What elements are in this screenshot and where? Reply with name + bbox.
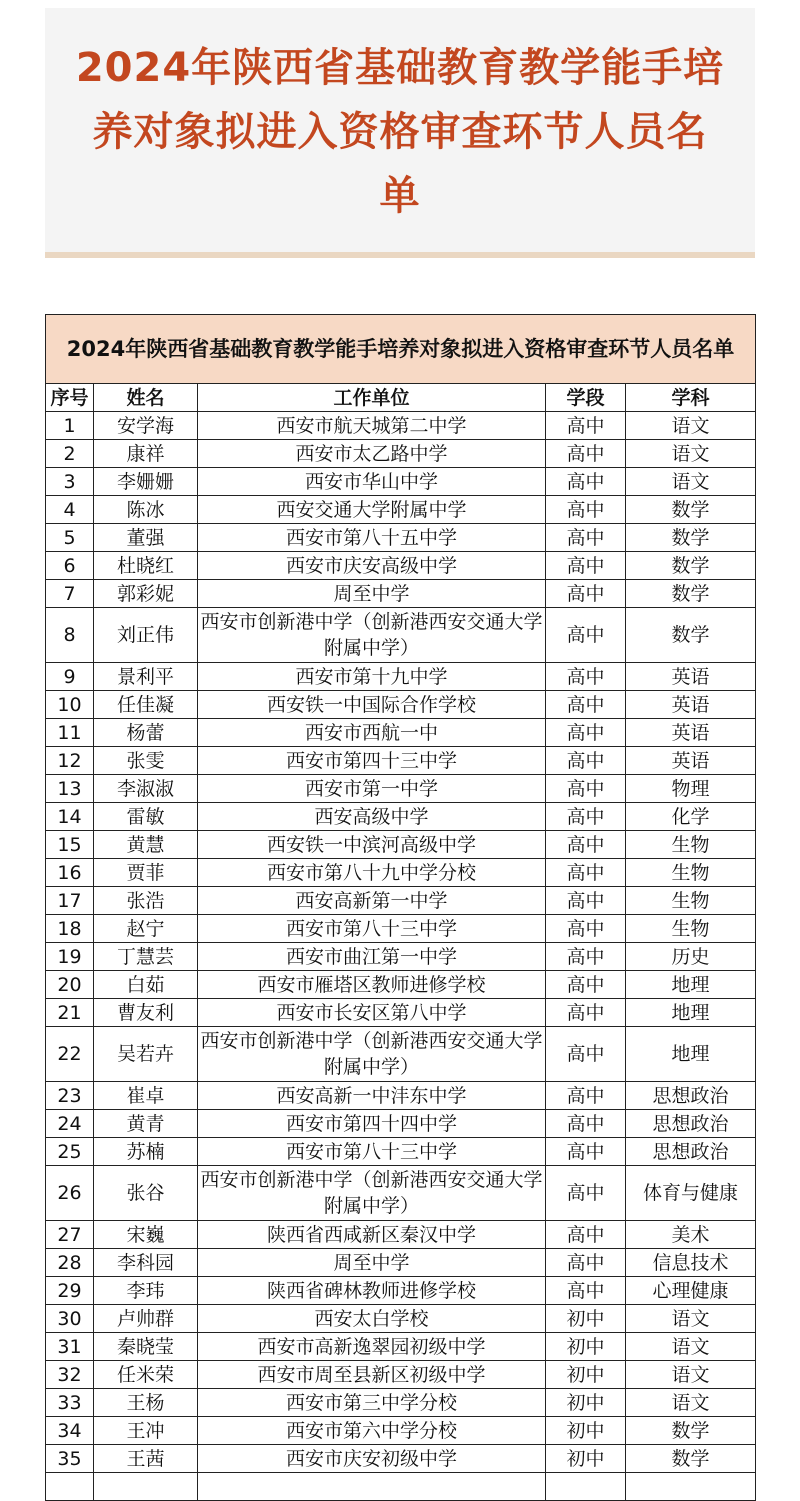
- cell-unit: 西安市雁塔区教师进修学校: [198, 971, 546, 999]
- cell-index: 3: [46, 468, 94, 496]
- empty-cell: [46, 1473, 94, 1501]
- table-row: [46, 1277, 756, 1305]
- cell-unit: 西安市华山中学: [198, 468, 546, 496]
- cell-stage: 高中: [546, 1277, 626, 1305]
- cell-index: 2: [46, 440, 94, 468]
- cell-stage: 高中: [546, 663, 626, 691]
- cell-unit: 西安市庆安高级中学: [198, 552, 546, 580]
- cell-subject: 数学: [626, 1445, 756, 1473]
- title-divider: [45, 252, 755, 258]
- cell-index: 4: [46, 496, 94, 524]
- cell-subject: 数学: [626, 496, 756, 524]
- column-header-subject: 学科: [626, 384, 756, 412]
- cell-index: 23: [46, 1082, 94, 1110]
- cell-stage: 高中: [546, 496, 626, 524]
- cell-unit: 西安市庆安初级中学: [198, 1445, 546, 1473]
- cell-name: 张雯: [94, 747, 198, 775]
- table-row: [46, 1305, 756, 1333]
- title-banner: [45, 8, 755, 252]
- cell-index: 31: [46, 1333, 94, 1361]
- table-row: [46, 803, 756, 831]
- table-row: [46, 1110, 756, 1138]
- cell-index: 8: [46, 608, 94, 663]
- cell-unit: 西安市第八十九中学分校: [198, 859, 546, 887]
- cell-subject: 语文: [626, 412, 756, 440]
- cell-name: 董强: [94, 524, 198, 552]
- column-header-index: 序号: [46, 384, 94, 412]
- cell-name: 白茹: [94, 971, 198, 999]
- cell-unit: 西安市第六中学分校: [198, 1417, 546, 1445]
- cell-name: 卢帅群: [94, 1305, 198, 1333]
- table-row: [46, 719, 756, 747]
- cell-unit: 西安市创新港中学（创新港西安交通大学附属中学）: [198, 1027, 546, 1082]
- cell-stage: 高中: [546, 1082, 626, 1110]
- cell-name: 陈冰: [94, 496, 198, 524]
- cell-subject: 数学: [626, 524, 756, 552]
- cell-stage: 高中: [546, 803, 626, 831]
- table-row: [46, 1445, 756, 1473]
- cell-index: 10: [46, 691, 94, 719]
- cell-unit: 西安铁一中国际合作学校: [198, 691, 546, 719]
- cell-subject: 生物: [626, 887, 756, 915]
- table-row: [46, 663, 756, 691]
- cell-unit: 西安市创新港中学（创新港西安交通大学附属中学）: [198, 608, 546, 663]
- table-row: [46, 1361, 756, 1389]
- cell-subject: 信息技术: [626, 1249, 756, 1277]
- cell-unit: 西安市长安区第八中学: [198, 999, 546, 1027]
- cell-unit: 西安市第四十四中学: [198, 1110, 546, 1138]
- table-row: [46, 524, 756, 552]
- cell-subject: 生物: [626, 859, 756, 887]
- cell-index: 14: [46, 803, 94, 831]
- cell-name: 赵宁: [94, 915, 198, 943]
- cell-name: 雷敏: [94, 803, 198, 831]
- cell-stage: 高中: [546, 887, 626, 915]
- cell-unit: 西安太白学校: [198, 1305, 546, 1333]
- cell-stage: 高中: [546, 859, 626, 887]
- cell-index: 7: [46, 580, 94, 608]
- table-row: [46, 1082, 756, 1110]
- cell-name: 张浩: [94, 887, 198, 915]
- column-header-stage: 学段: [546, 384, 626, 412]
- table-row: [46, 1333, 756, 1361]
- cell-subject: 历史: [626, 943, 756, 971]
- cell-name: 丁慧芸: [94, 943, 198, 971]
- table-row: [46, 412, 756, 440]
- cell-subject: 英语: [626, 747, 756, 775]
- cell-index: 1: [46, 412, 94, 440]
- cell-name: 贾菲: [94, 859, 198, 887]
- cell-index: 30: [46, 1305, 94, 1333]
- table-row: [46, 1166, 756, 1221]
- cell-subject: 数学: [626, 580, 756, 608]
- cell-name: 刘正伟: [94, 608, 198, 663]
- cell-unit: 西安市第八十三中学: [198, 915, 546, 943]
- roster-table: [45, 314, 756, 1501]
- cell-index: 11: [46, 719, 94, 747]
- cell-index: 29: [46, 1277, 94, 1305]
- cell-unit: 周至中学: [198, 580, 546, 608]
- empty-cell: [546, 1473, 626, 1501]
- cell-index: 17: [46, 887, 94, 915]
- cell-unit: 西安市第四十三中学: [198, 747, 546, 775]
- cell-index: 16: [46, 859, 94, 887]
- table-row: [46, 943, 756, 971]
- cell-unit: 西安市第十九中学: [198, 663, 546, 691]
- cell-unit: 西安市第一中学: [198, 775, 546, 803]
- cell-stage: 高中: [546, 1166, 626, 1221]
- cell-name: 秦晓莹: [94, 1333, 198, 1361]
- table-row: [46, 552, 756, 580]
- cell-name: 任米荣: [94, 1361, 198, 1389]
- cell-stage: 高中: [546, 719, 626, 747]
- table-row: [46, 887, 756, 915]
- cell-subject: 体育与健康: [626, 1166, 756, 1221]
- cell-stage: 高中: [546, 999, 626, 1027]
- cell-stage: 高中: [546, 552, 626, 580]
- cell-index: 19: [46, 943, 94, 971]
- cell-stage: 初中: [546, 1445, 626, 1473]
- cell-stage: 高中: [546, 1138, 626, 1166]
- cell-stage: 初中: [546, 1417, 626, 1445]
- cell-index: 27: [46, 1221, 94, 1249]
- cell-subject: 思想政治: [626, 1110, 756, 1138]
- cell-subject: 语文: [626, 1333, 756, 1361]
- cell-stage: 初中: [546, 1333, 626, 1361]
- cell-name: 任佳凝: [94, 691, 198, 719]
- cell-subject: 心理健康: [626, 1277, 756, 1305]
- cell-subject: 语文: [626, 1389, 756, 1417]
- table-row: [46, 1027, 756, 1082]
- cell-unit: 西安市创新港中学（创新港西安交通大学附属中学）: [198, 1166, 546, 1221]
- cell-index: 26: [46, 1166, 94, 1221]
- cell-subject: 数学: [626, 1417, 756, 1445]
- table-caption: 2024年陕西省基础教育教学能手培养对象拟进入资格审查环节人员名单: [46, 315, 756, 384]
- table-row: [46, 468, 756, 496]
- cell-unit: 西安市西航一中: [198, 719, 546, 747]
- cell-subject: 地理: [626, 999, 756, 1027]
- cell-index: 5: [46, 524, 94, 552]
- cell-unit: 西安市第三中学分校: [198, 1389, 546, 1417]
- cell-name: 李科园: [94, 1249, 198, 1277]
- cell-subject: 地理: [626, 971, 756, 999]
- cell-name: 李玮: [94, 1277, 198, 1305]
- cell-subject: 数学: [626, 552, 756, 580]
- cell-subject: 化学: [626, 803, 756, 831]
- cell-index: 28: [46, 1249, 94, 1277]
- cell-subject: 语文: [626, 1305, 756, 1333]
- cell-unit: 陕西省碑林教师进修学校: [198, 1277, 546, 1305]
- cell-subject: 语文: [626, 440, 756, 468]
- cell-index: 34: [46, 1417, 94, 1445]
- cell-subject: 语文: [626, 1361, 756, 1389]
- table-row-cutoff: [46, 1473, 756, 1501]
- table-body: [46, 412, 756, 1501]
- table-row: [46, 608, 756, 663]
- cell-stage: 高中: [546, 691, 626, 719]
- cell-unit: 西安高新一中沣东中学: [198, 1082, 546, 1110]
- cell-unit: 西安市高新逸翠园初级中学: [198, 1333, 546, 1361]
- cell-subject: 英语: [626, 719, 756, 747]
- cell-stage: 高中: [546, 1110, 626, 1138]
- cell-name: 康祥: [94, 440, 198, 468]
- cell-unit: 西安铁一中滨河高级中学: [198, 831, 546, 859]
- cell-unit: 西安高新第一中学: [198, 887, 546, 915]
- cell-unit: 西安市第八十五中学: [198, 524, 546, 552]
- cell-stage: 高中: [546, 747, 626, 775]
- table-row: [46, 915, 756, 943]
- empty-cell: [94, 1473, 198, 1501]
- cell-stage: 高中: [546, 971, 626, 999]
- cell-name: 安学海: [94, 412, 198, 440]
- column-header-name: 姓名: [94, 384, 198, 412]
- cell-index: 9: [46, 663, 94, 691]
- cell-subject: 地理: [626, 1027, 756, 1082]
- cell-stage: 初中: [546, 1389, 626, 1417]
- cell-index: 22: [46, 1027, 94, 1082]
- cell-subject: 生物: [626, 915, 756, 943]
- cell-name: 李姗姗: [94, 468, 198, 496]
- cell-stage: 高中: [546, 775, 626, 803]
- cell-stage: 高中: [546, 915, 626, 943]
- column-header-unit: 工作单位: [198, 384, 546, 412]
- cell-index: 18: [46, 915, 94, 943]
- cell-name: 王茜: [94, 1445, 198, 1473]
- cell-unit: 西安市曲江第一中学: [198, 943, 546, 971]
- cell-name: 吴若卉: [94, 1027, 198, 1082]
- cell-index: 15: [46, 831, 94, 859]
- cell-index: 12: [46, 747, 94, 775]
- cell-name: 宋巍: [94, 1221, 198, 1249]
- cell-name: 张谷: [94, 1166, 198, 1221]
- cell-index: 35: [46, 1445, 94, 1473]
- cell-index: 32: [46, 1361, 94, 1389]
- cell-stage: 初中: [546, 1305, 626, 1333]
- cell-unit: 西安市第八十三中学: [198, 1138, 546, 1166]
- table-row: [46, 1249, 756, 1277]
- empty-cell: [626, 1473, 756, 1501]
- cell-name: 崔卓: [94, 1082, 198, 1110]
- cell-name: 杜晓红: [94, 552, 198, 580]
- cell-stage: 高中: [546, 440, 626, 468]
- cell-index: 33: [46, 1389, 94, 1417]
- table-row: [46, 1221, 756, 1249]
- empty-cell: [198, 1473, 546, 1501]
- cell-unit: 陕西省西咸新区秦汉中学: [198, 1221, 546, 1249]
- table-row: [46, 1417, 756, 1445]
- cell-subject: 英语: [626, 663, 756, 691]
- cell-index: 13: [46, 775, 94, 803]
- cell-stage: 高中: [546, 608, 626, 663]
- cell-name: 郭彩妮: [94, 580, 198, 608]
- cell-name: 黄青: [94, 1110, 198, 1138]
- cell-stage: 高中: [546, 524, 626, 552]
- cell-unit: 西安市周至县新区初级中学: [198, 1361, 546, 1389]
- table-header-row: [46, 384, 756, 412]
- cell-index: 25: [46, 1138, 94, 1166]
- cell-index: 20: [46, 971, 94, 999]
- cell-stage: 高中: [546, 412, 626, 440]
- cell-stage: 高中: [546, 1027, 626, 1082]
- cell-stage: 高中: [546, 580, 626, 608]
- table-row: [46, 971, 756, 999]
- table-row: [46, 440, 756, 468]
- table-row: [46, 1138, 756, 1166]
- table-row: [46, 999, 756, 1027]
- cell-unit: 西安市航天城第二中学: [198, 412, 546, 440]
- cell-unit: 西安交通大学附属中学: [198, 496, 546, 524]
- cell-name: 苏楠: [94, 1138, 198, 1166]
- cell-subject: 数学: [626, 608, 756, 663]
- cell-name: 王冲: [94, 1417, 198, 1445]
- cell-stage: 初中: [546, 1361, 626, 1389]
- table-row: [46, 859, 756, 887]
- cell-unit: 西安市太乙路中学: [198, 440, 546, 468]
- cell-name: 黄慧: [94, 831, 198, 859]
- table-row: [46, 775, 756, 803]
- table-row: [46, 580, 756, 608]
- cell-index: 6: [46, 552, 94, 580]
- cell-subject: 思想政治: [626, 1138, 756, 1166]
- cell-name: 曹友利: [94, 999, 198, 1027]
- cell-index: 21: [46, 999, 94, 1027]
- cell-stage: 高中: [546, 1221, 626, 1249]
- cell-name: 杨蕾: [94, 719, 198, 747]
- cell-index: 24: [46, 1110, 94, 1138]
- cell-stage: 高中: [546, 468, 626, 496]
- cell-name: 王杨: [94, 1389, 198, 1417]
- cell-unit: 西安高级中学: [198, 803, 546, 831]
- table-row: [46, 691, 756, 719]
- table-row: [46, 1389, 756, 1417]
- table-row: [46, 496, 756, 524]
- cell-name: 李淑淑: [94, 775, 198, 803]
- cell-subject: 美术: [626, 1221, 756, 1249]
- cell-unit: 周至中学: [198, 1249, 546, 1277]
- table-row: [46, 831, 756, 859]
- cell-subject: 生物: [626, 831, 756, 859]
- cell-subject: 英语: [626, 691, 756, 719]
- cell-name: 景利平: [94, 663, 198, 691]
- page-title: 2024年陕西省基础教育教学能手培养对象拟进入资格审查环节人员名单: [75, 45, 725, 219]
- table-row: [46, 747, 756, 775]
- cell-subject: 语文: [626, 468, 756, 496]
- cell-stage: 高中: [546, 943, 626, 971]
- cell-subject: 思想政治: [626, 1082, 756, 1110]
- cell-stage: 高中: [546, 1249, 626, 1277]
- cell-subject: 物理: [626, 775, 756, 803]
- cell-stage: 高中: [546, 831, 626, 859]
